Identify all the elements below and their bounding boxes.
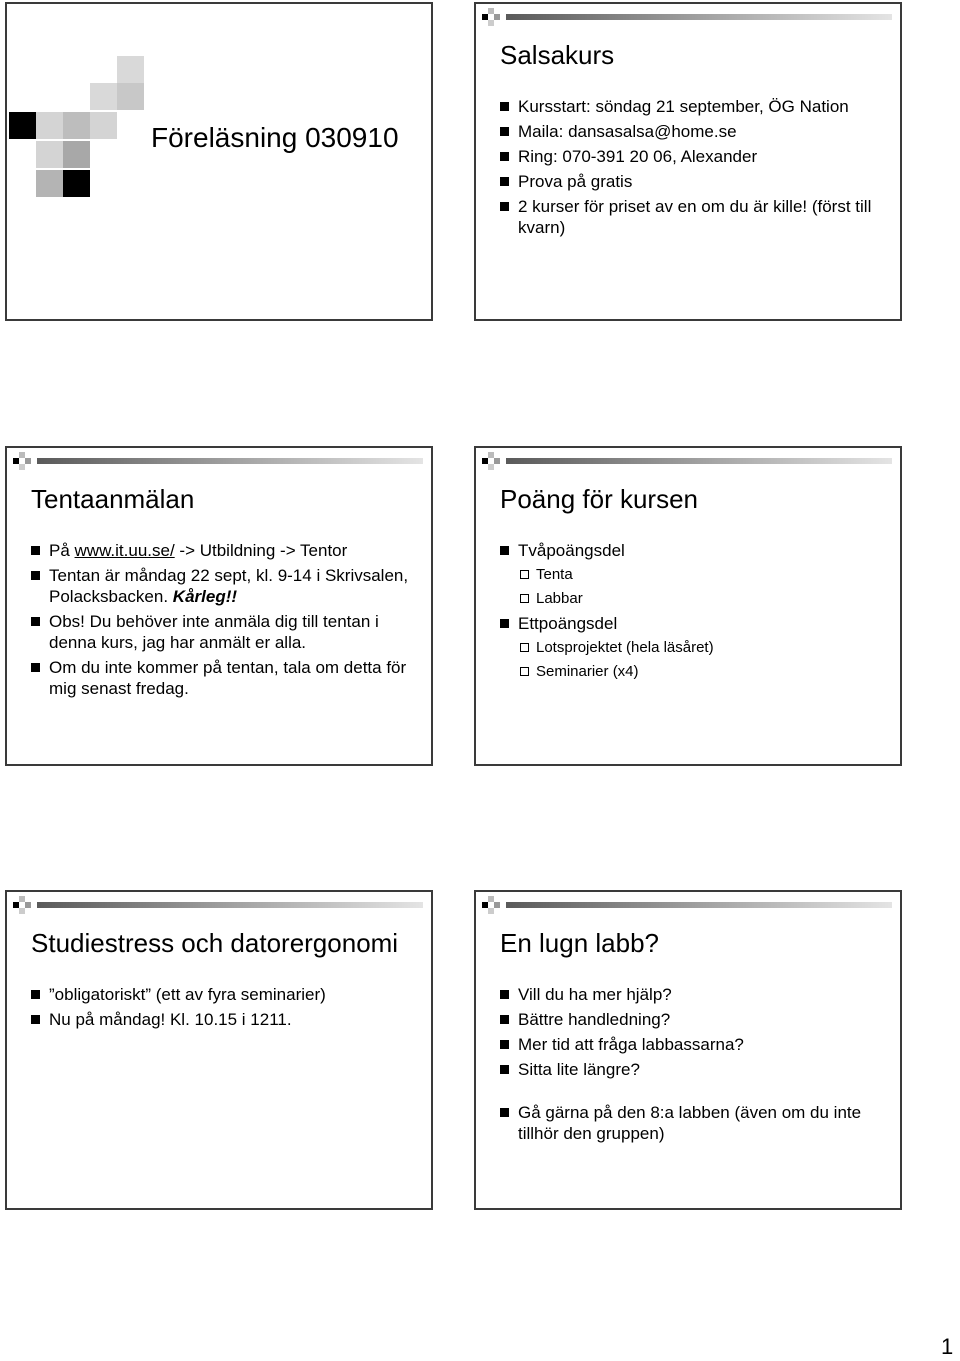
list-item: Sitta lite längre? bbox=[500, 1059, 890, 1080]
list-item: 2 kurser för priset av en om du är kille! (först till kvarn) bbox=[500, 196, 890, 238]
list-item: Obs! Du behöver inte anmäla dig till tentan i denna kurs, jag har anmält er alla. bbox=[31, 611, 421, 653]
slide-poang bbox=[474, 446, 902, 766]
decorative-square-grid bbox=[7, 4, 147, 204]
list-item: Gå gärna på den 8:a labben (även om du inte tillhör den gruppen) bbox=[500, 1102, 890, 1144]
lecture-title: Föreläsning 030910 bbox=[151, 122, 399, 153]
list-item: Bättre handledning? bbox=[500, 1009, 890, 1030]
slide-title: Studiestress och datorergonomi bbox=[31, 928, 399, 958]
slide-lugn-labb bbox=[474, 890, 902, 1210]
list-item: Mer tid att fråga labbassarna? bbox=[500, 1034, 890, 1055]
slide-header-decoration bbox=[13, 452, 423, 474]
bullet-list bbox=[31, 984, 421, 1034]
list-item: Tvåpoängsdel bbox=[500, 540, 890, 561]
bullet-list bbox=[500, 96, 890, 242]
sub-list-item: Seminarier (x4) bbox=[500, 662, 890, 681]
bullet-list bbox=[500, 984, 890, 1148]
list-item: Vill du ha mer hjälp? bbox=[500, 984, 890, 1005]
slide-title: En lugn labb? bbox=[500, 928, 660, 958]
list-item-text: På bbox=[49, 541, 75, 560]
slide-studiestress bbox=[5, 890, 433, 1210]
list-item: Maila: dansasalsa@home.se bbox=[500, 121, 890, 142]
bullet-list bbox=[31, 540, 421, 703]
slide-title-page bbox=[5, 2, 433, 321]
list-item bbox=[31, 540, 421, 561]
course-website-link[interactable]: www.it.uu.se/ bbox=[74, 541, 175, 560]
slide-title: Tentaanmälan bbox=[31, 484, 195, 514]
sub-list-item: Tenta bbox=[500, 565, 890, 584]
slide-salsakurs bbox=[474, 2, 902, 321]
sub-list-item: Labbar bbox=[500, 589, 890, 608]
slide-tentaanmalan bbox=[5, 446, 433, 766]
slide-title: Poäng för kursen bbox=[500, 484, 699, 514]
page-number: 1 bbox=[941, 1334, 954, 1359]
list-item: Ring: 070-391 20 06, Alexander bbox=[500, 146, 890, 167]
list-item: Nu på måndag! Kl. 10.15 i 1211. bbox=[31, 1009, 421, 1030]
list-item bbox=[31, 565, 421, 607]
list-item: Kursstart: söndag 21 september, ÖG Nation bbox=[500, 96, 890, 117]
slide-title: Salsakurs bbox=[500, 40, 615, 70]
slide-header-decoration bbox=[482, 896, 892, 918]
emphasis-text: Kårleg!! bbox=[172, 587, 238, 606]
slide-header-decoration bbox=[482, 452, 892, 474]
slide-header-decoration bbox=[13, 896, 423, 918]
list-item: Ettpoängsdel bbox=[500, 613, 890, 634]
list-item-text: Tentan är måndag 22 sept, kl. 9-14 i Skrivsalen, Polacksbacken. bbox=[49, 566, 409, 606]
bullet-list bbox=[500, 540, 890, 686]
list-item: Prova på gratis bbox=[500, 171, 890, 192]
slide-header-decoration bbox=[482, 8, 892, 30]
sub-list-item: Lotsprojektet (hela läsåret) bbox=[500, 638, 890, 657]
list-item-text: -> Utbildning -> Tentor bbox=[174, 541, 348, 560]
list-item: ”obligatoriskt” (ett av fyra seminarier) bbox=[31, 984, 421, 1005]
list-item: Om du inte kommer på tentan, tala om detta för mig senast fredag. bbox=[31, 657, 421, 699]
